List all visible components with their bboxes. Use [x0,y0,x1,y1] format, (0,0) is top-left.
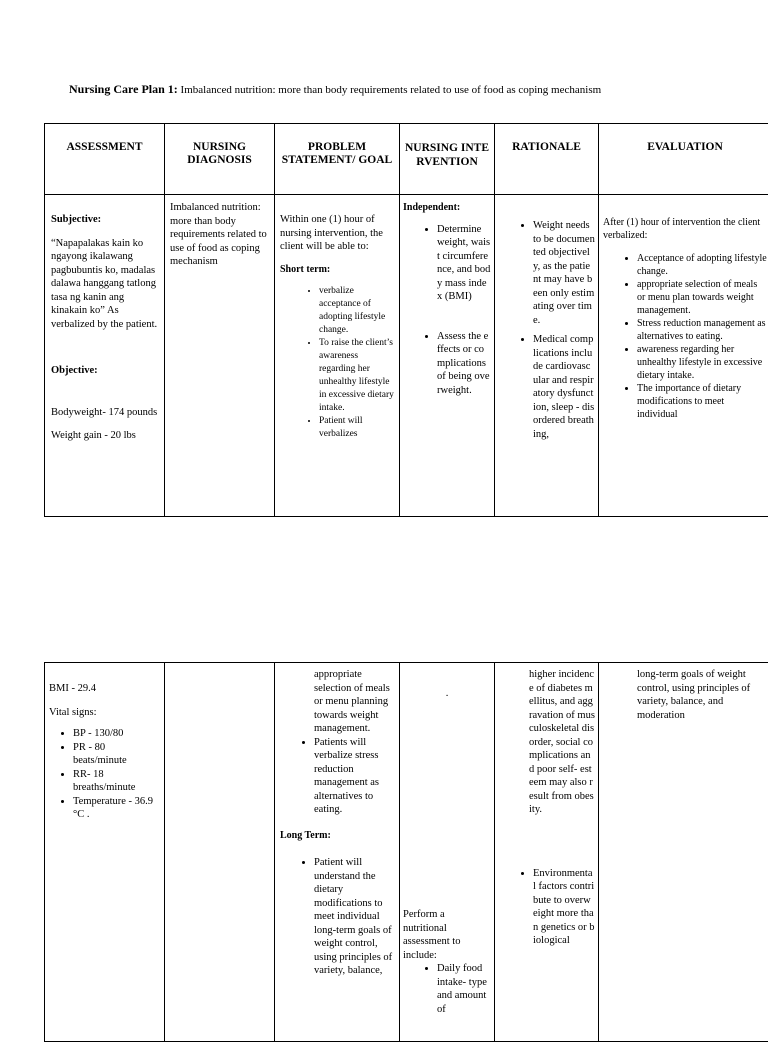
header-nursing-intervention: NURSING INTERVENTION [400,124,495,195]
intervention-item: • Daily food intake- type and amount of [437,962,491,1016]
objective-label: Objective: [51,364,160,378]
evaluation-cell [599,195,768,517]
goal-cell [275,195,400,517]
goal-item: • Patient will understand the dietary modifications to meet individual long-term goals of weight control, using principles of variety, balance, [314,856,395,978]
rationale-cell [495,663,599,1042]
evaluation-item: • Acceptance of adopting lifestyle change. [637,252,767,278]
intervention-cell [400,663,495,1042]
evaluation-item: • awareness regarding her unhealthy lifestyle in excessive dietary intake. [637,343,767,382]
content-row-1 [45,195,768,517]
goal-item: • Patient will verbalizes [319,415,395,441]
assessment-cell [45,663,165,1042]
rationale-cont: higher incidence of diabetes mellitus, and aggravation of musculoskeletal disorder, social complications and poor self- esteem may also result from obesity. [499,668,595,817]
diagnosis-cell [165,195,275,517]
rationale-item: • Medical complications include cardiovascular and respiratory dysfunction, sleep - disordered breathing, [533,333,595,441]
subjective-label: Subjective: [51,213,160,227]
intervention-cell [400,195,495,517]
care-plan-table-2 [44,662,768,1042]
header-nursing-diagnosis: NURSING DIAGNOSIS [165,124,275,195]
vital-item: • RR- 18 breaths/minute [73,768,161,795]
intervention-item: • Assess the effects or complications of being overweight. [437,330,491,398]
header-problem-goal: PROBLEM STATEMENT/ GOAL [275,124,400,195]
care-plan-table-1 [44,123,768,517]
vital-signs-label: Vital signs: [49,706,161,720]
diagnosis-cell [165,663,275,1042]
vital-item: • BP - 130/80 [73,727,161,741]
independent-label: Independent: [403,201,491,215]
perform-assessment: Perform a nutritional assessment to include: [403,908,491,962]
vital-item: • Temperature - 36.9 °C . [73,795,161,822]
goal-item: • Patients will verbalize stress reduction management as alternatives to eating. [314,736,395,817]
subjective-text: “Napapalakas kain ko ngayong ikalawang pagbubuntis ko, madalas dalawa hanggang tatlong tasa ng kanin ang kinakain ko” As verbalized by the patient. [51,237,160,332]
evaluation-intro: After (1) hour of intervention the client verbalized: [603,216,767,242]
header-evaluation: EVALUATION [599,124,768,195]
header-row [45,124,768,195]
long-term-label: Long Term: [280,829,395,843]
goal-intro: Within one (1) hour of nursing intervention, the client will be able to: [280,213,395,254]
header-rationale: RATIONALE [495,124,599,195]
page-title [69,82,601,97]
stray-dot: . [403,687,491,908]
diagnosis-text: Imbalanced nutrition: more than body requirements related to use of food as coping mechanism [165,195,274,269]
rationale-item: • Environmental factors contribute to overweight more than genetics or biological [533,867,595,948]
evaluation-item: • The importance of dietary modifications to meet individual [637,382,767,421]
rationale-cell [495,195,599,517]
intervention-item: • Determine weight, waist circumference, and body mass index (BMI) [437,223,491,304]
evaluation-cont: long-term goals of weight control, using principles of variety, balance, and moderation [599,663,768,722]
header-assessment: ASSESSMENT [45,124,165,195]
bodyweight: Bodyweight- 174 pounds [51,406,160,420]
vital-item: • PR - 80 beats/minute [73,741,161,768]
goal-cell [275,663,400,1042]
evaluation-cell [599,663,768,1042]
evaluation-item: • Stress reduction management as alternatives to eating. [637,317,767,343]
rationale-item: • Weight needs to be documented objectively, as the patient may have been only estimating over time. [533,219,595,327]
goal-item-cont: appropriate selection of meals or menu planning towards weight management. [314,668,395,736]
title-prefix: Nursing Care Plan 1: [69,82,178,96]
goal-item: • To raise the client’s awareness regarding her unhealthy lifestyle in excessive dietary intake. [319,337,395,415]
content-row-2 [45,663,768,1042]
weight-gain: Weight gain - 20 lbs [51,429,160,443]
title-text: Imbalanced nutrition: more than body requirements related to use of food as coping mechanism [181,84,602,96]
short-term-label: Short term: [280,263,395,277]
evaluation-item: • appropriate selection of meals or menu plan towards weight management. [637,278,767,317]
assessment-cell [45,195,165,517]
bmi: BMI - 29.4 [49,682,161,696]
goal-item: • verbalize acceptance of adopting lifestyle change. [319,285,395,337]
